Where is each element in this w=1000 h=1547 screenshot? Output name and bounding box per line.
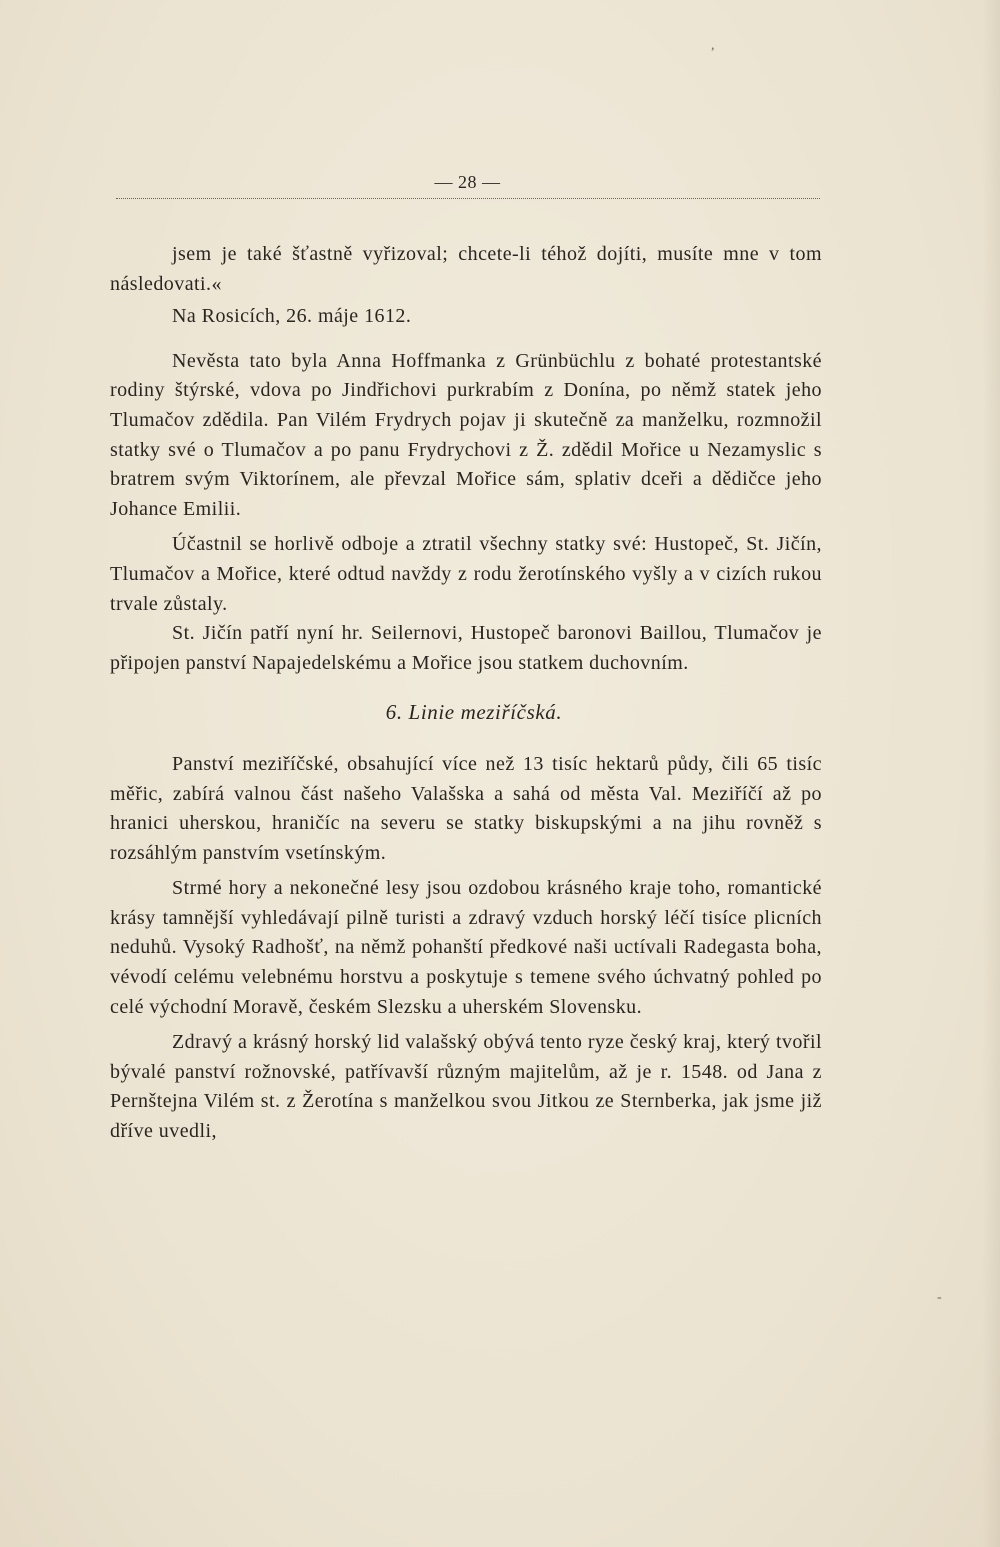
- paragraph-people: Zdravý a krásný horský lid valašský obývá tento ryze český kraj, který tvořil bývalé panství rožnovské, patřívavší různým majitelům, až je r. 1548. od Jana z Pernštejna Vilém st. z Žerotína s manželkou svou Jitkou ze Sternberka, jak jsme již dříve uvedli,: [110, 1031, 822, 1143]
- paragraph-mountains: Strmé hory a nekonečné lesy jsou ozdobou krásného kraje toho, romantické krásy tamnější vyhledávají pilně turisti a zdravý vzduch horský léčí tisíce plicních neduhů. Vysoký Radhošť, na němž pohanští předkové naši uctívali Radegasta boha, vévodí celému velebnému horstvu a poskytuje s temene svého úchvatný pohled po celé východní Moravě, českém Slezsku a uherském Slovensku.: [110, 877, 822, 1018]
- paragraph-owners: St. Jičín patří nyní hr. Seilernovi, Hustopeč baronovi Baillou, Tlumačov je připojen panství Napajedelskému a Mořice jsou statkem duchovním.: [110, 622, 822, 674]
- ink-speck-margin: -: [937, 1290, 942, 1305]
- body-text: [110, 240, 822, 1147]
- letter-closing: Na Rosicích, 26. máje 1612.: [172, 305, 412, 328]
- paragraph-anna: Nevěsta tato byla Anna Hoffmanka z Grünbüchlu z bohaté protestantské rodiny štýrské, vdova po Jindřichovi purkrabím z Donína, po němž statek jeho Tlumačov zdědila. Pan Vilém Frydrych pojav ji skutečně za manželku, rozmnožil statky své o Tlumačov a po panu Frydrychovi z Ž. zdědil Mořice u Nezamyslic s bratrem svým Viktorínem, ale převzal Mořice sám, splativ dceři a dědičce jeho Johance Emilii.: [110, 349, 822, 520]
- page-edge-shadow: [982, 0, 1000, 1547]
- header-rule: [116, 198, 820, 199]
- paragraph-letter-end: jsem je také šťastně vyřizoval; chcete-li téhož dojíti, musíte mne v tom následovati.«: [110, 243, 822, 295]
- paragraph-uprising: Účastnil se horlivě odboje a ztratil všechny statky své: Hustopeč, St. Jičín, Tlumačov a Mořice, které odtud navždy z rodu žerotínského vyšly a v cizích rukou trvale zůstaly.: [110, 533, 822, 615]
- paragraph-estate: Panství meziříčské, obsahující více než 13 tisíc hektarů půdy, čili 65 tisíc měřic, zabírá valnou část našeho Valašska a sahá od města Val. Meziříčí až po hranici uherskou, hraničíc na severu se statky biskupskými a na jihu rovněž s rozsáhlým panstvím vsetínským.: [110, 752, 822, 864]
- ink-speck-top: ,: [711, 38, 715, 53]
- page-number: — 28 —: [434, 172, 501, 192]
- section-heading: 6. Linie meziříčská.: [385, 700, 563, 725]
